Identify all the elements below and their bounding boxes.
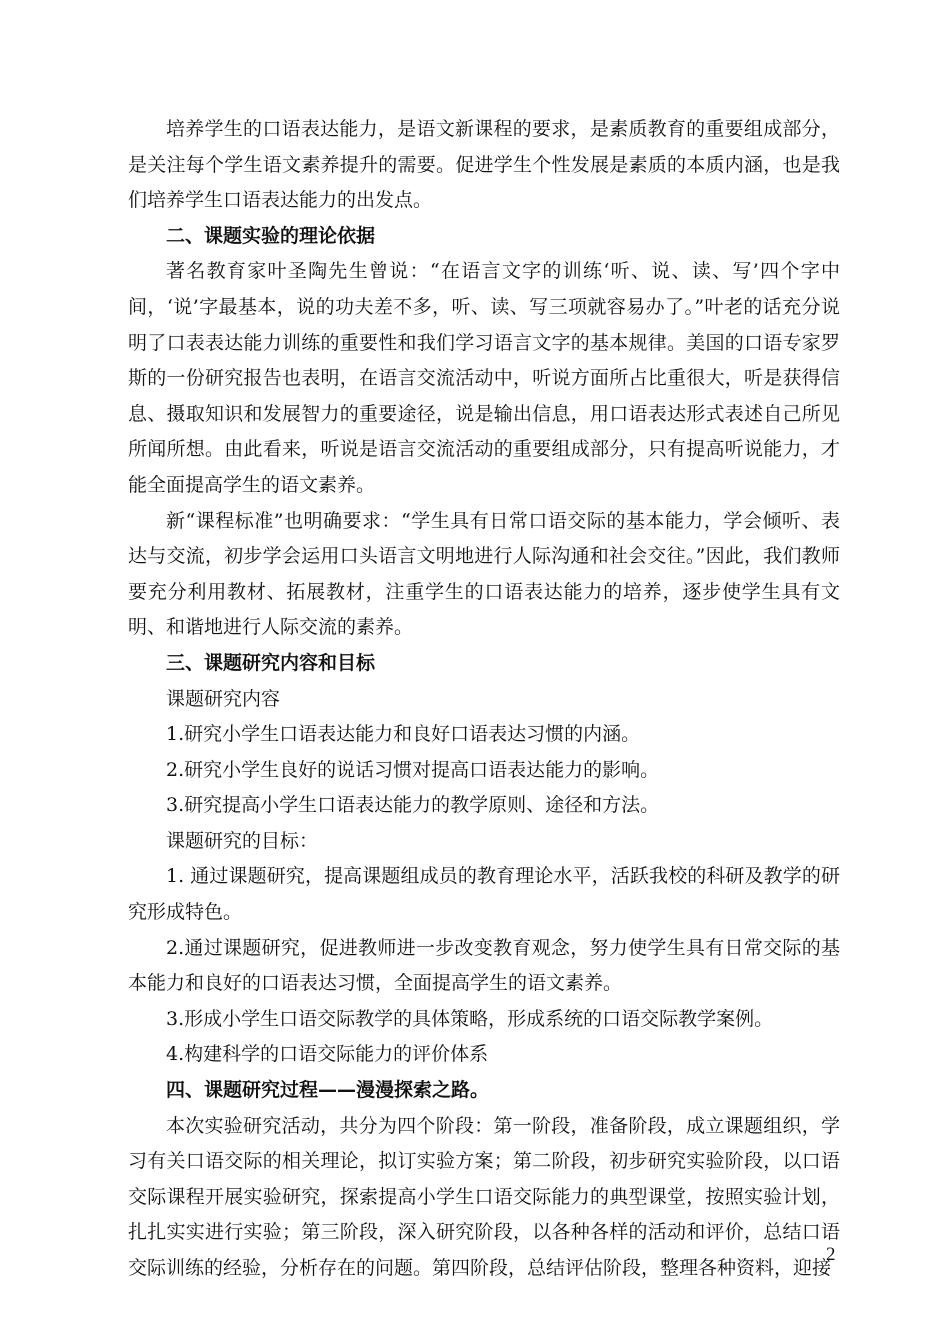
content-item-1: 1.研究小学生口语表达能力和良好口语表达习惯的内涵。 xyxy=(166,723,641,746)
paragraph-standard: 新“课程标准”也明确要求：“学生具有日常口语交际的基本能力，学会倾听、表达与交流，初步学会运用口头语言文明地进行人际沟通和社会交往。”因此，我们教师要充分利用教材、拓展教材，注重学生的口语表达能力的培养，逐步使学生具有文明、和谐地进行人际交流的素养。 xyxy=(128,509,840,639)
paragraph-intro: 培养学生的口语表达能力，是语文新课程的要求，是素质教育的重要组成部分，是关注每个学生语文素养提升的需要。促进学生个性发展是素质的本质内涵，也是我们培养学生口语表达能力的出发点。 xyxy=(128,118,840,212)
section-heading-process: 四、课题研究过程——漫漫探索之路。 xyxy=(166,1079,490,1102)
subheading-goals: 课题研究的目标： xyxy=(166,829,319,852)
goal-item-1: 1. 通过课题研究，提高课题组成员的教育理论水平，活跃我校的科研及教学的研究形成特色。 xyxy=(128,865,840,924)
goal-item-4: 4.构建科学的口语交际能力的评价体系 xyxy=(166,1043,489,1066)
content-item-2: 2.研究小学生良好的说话习惯对提高口语表达能力的影响。 xyxy=(166,758,660,781)
document-body xyxy=(128,112,840,1287)
goal-item-3: 3.形成小学生口语交际教学的具体策略，形成系统的口语交际教学案例。 xyxy=(166,1007,774,1030)
paragraph-process: 本次实验研究活动，共分为四个阶段：第一阶段，准备阶段，成立课题组织，学习有关口语交际的相关理论，拟订实验方案；第二阶段，初步研究实验阶段，以口语交际课程开展实验研究，探索提高小学生口语交际能力的典型课堂，按照实验计划，扎扎实实进行实验；第三阶段，深入研究阶段，以各种各样的活动和评价，总结口语交际训练的经验，分析存在的问题。第四阶段，总结评估阶段，整理各种资料，迎接 xyxy=(128,1114,840,1279)
subheading-content: 课题研究内容 xyxy=(166,687,281,710)
section-heading-content-goals: 三、课题研究内容和目标 xyxy=(166,651,376,674)
goal-item-2: 2.通过课题研究，促进教师进一步改变教育观念，努力使学生具有日常交际的基本能力和良好的口语表达习惯，全面提高学生的语文素养。 xyxy=(128,936,840,995)
section-heading-theory: 二、课题实验的理论依据 xyxy=(166,224,376,247)
page-number: 2 xyxy=(826,1244,836,1265)
paragraph-theory: 著名教育家叶圣陶先生曾说：“在语言文字的训练‘听、说、读、写’四个字中间，‘说’字最基本，说的功夫差不多，听、读、写三项就容易办了。”叶老的话充分说明了口表表达能力训练的重要性和我们学习语言文字的基本规律。美国的口语专家罗斯的一份研究报告也表明，在语言交流活动中，听说方面所占比重很大，听是获得信息、摄取知识和发展智力的重要途径，说是输出信息，用口语表达形式表述自己所见所闻所想。由此看来，听说是语言交流活动的重要组成部分，只有提高听说能力，才能全面提高学生的语文素养。 xyxy=(128,260,840,496)
content-item-3: 3.研究提高小学生口语表达能力的教学原则、途径和方法。 xyxy=(166,794,660,817)
